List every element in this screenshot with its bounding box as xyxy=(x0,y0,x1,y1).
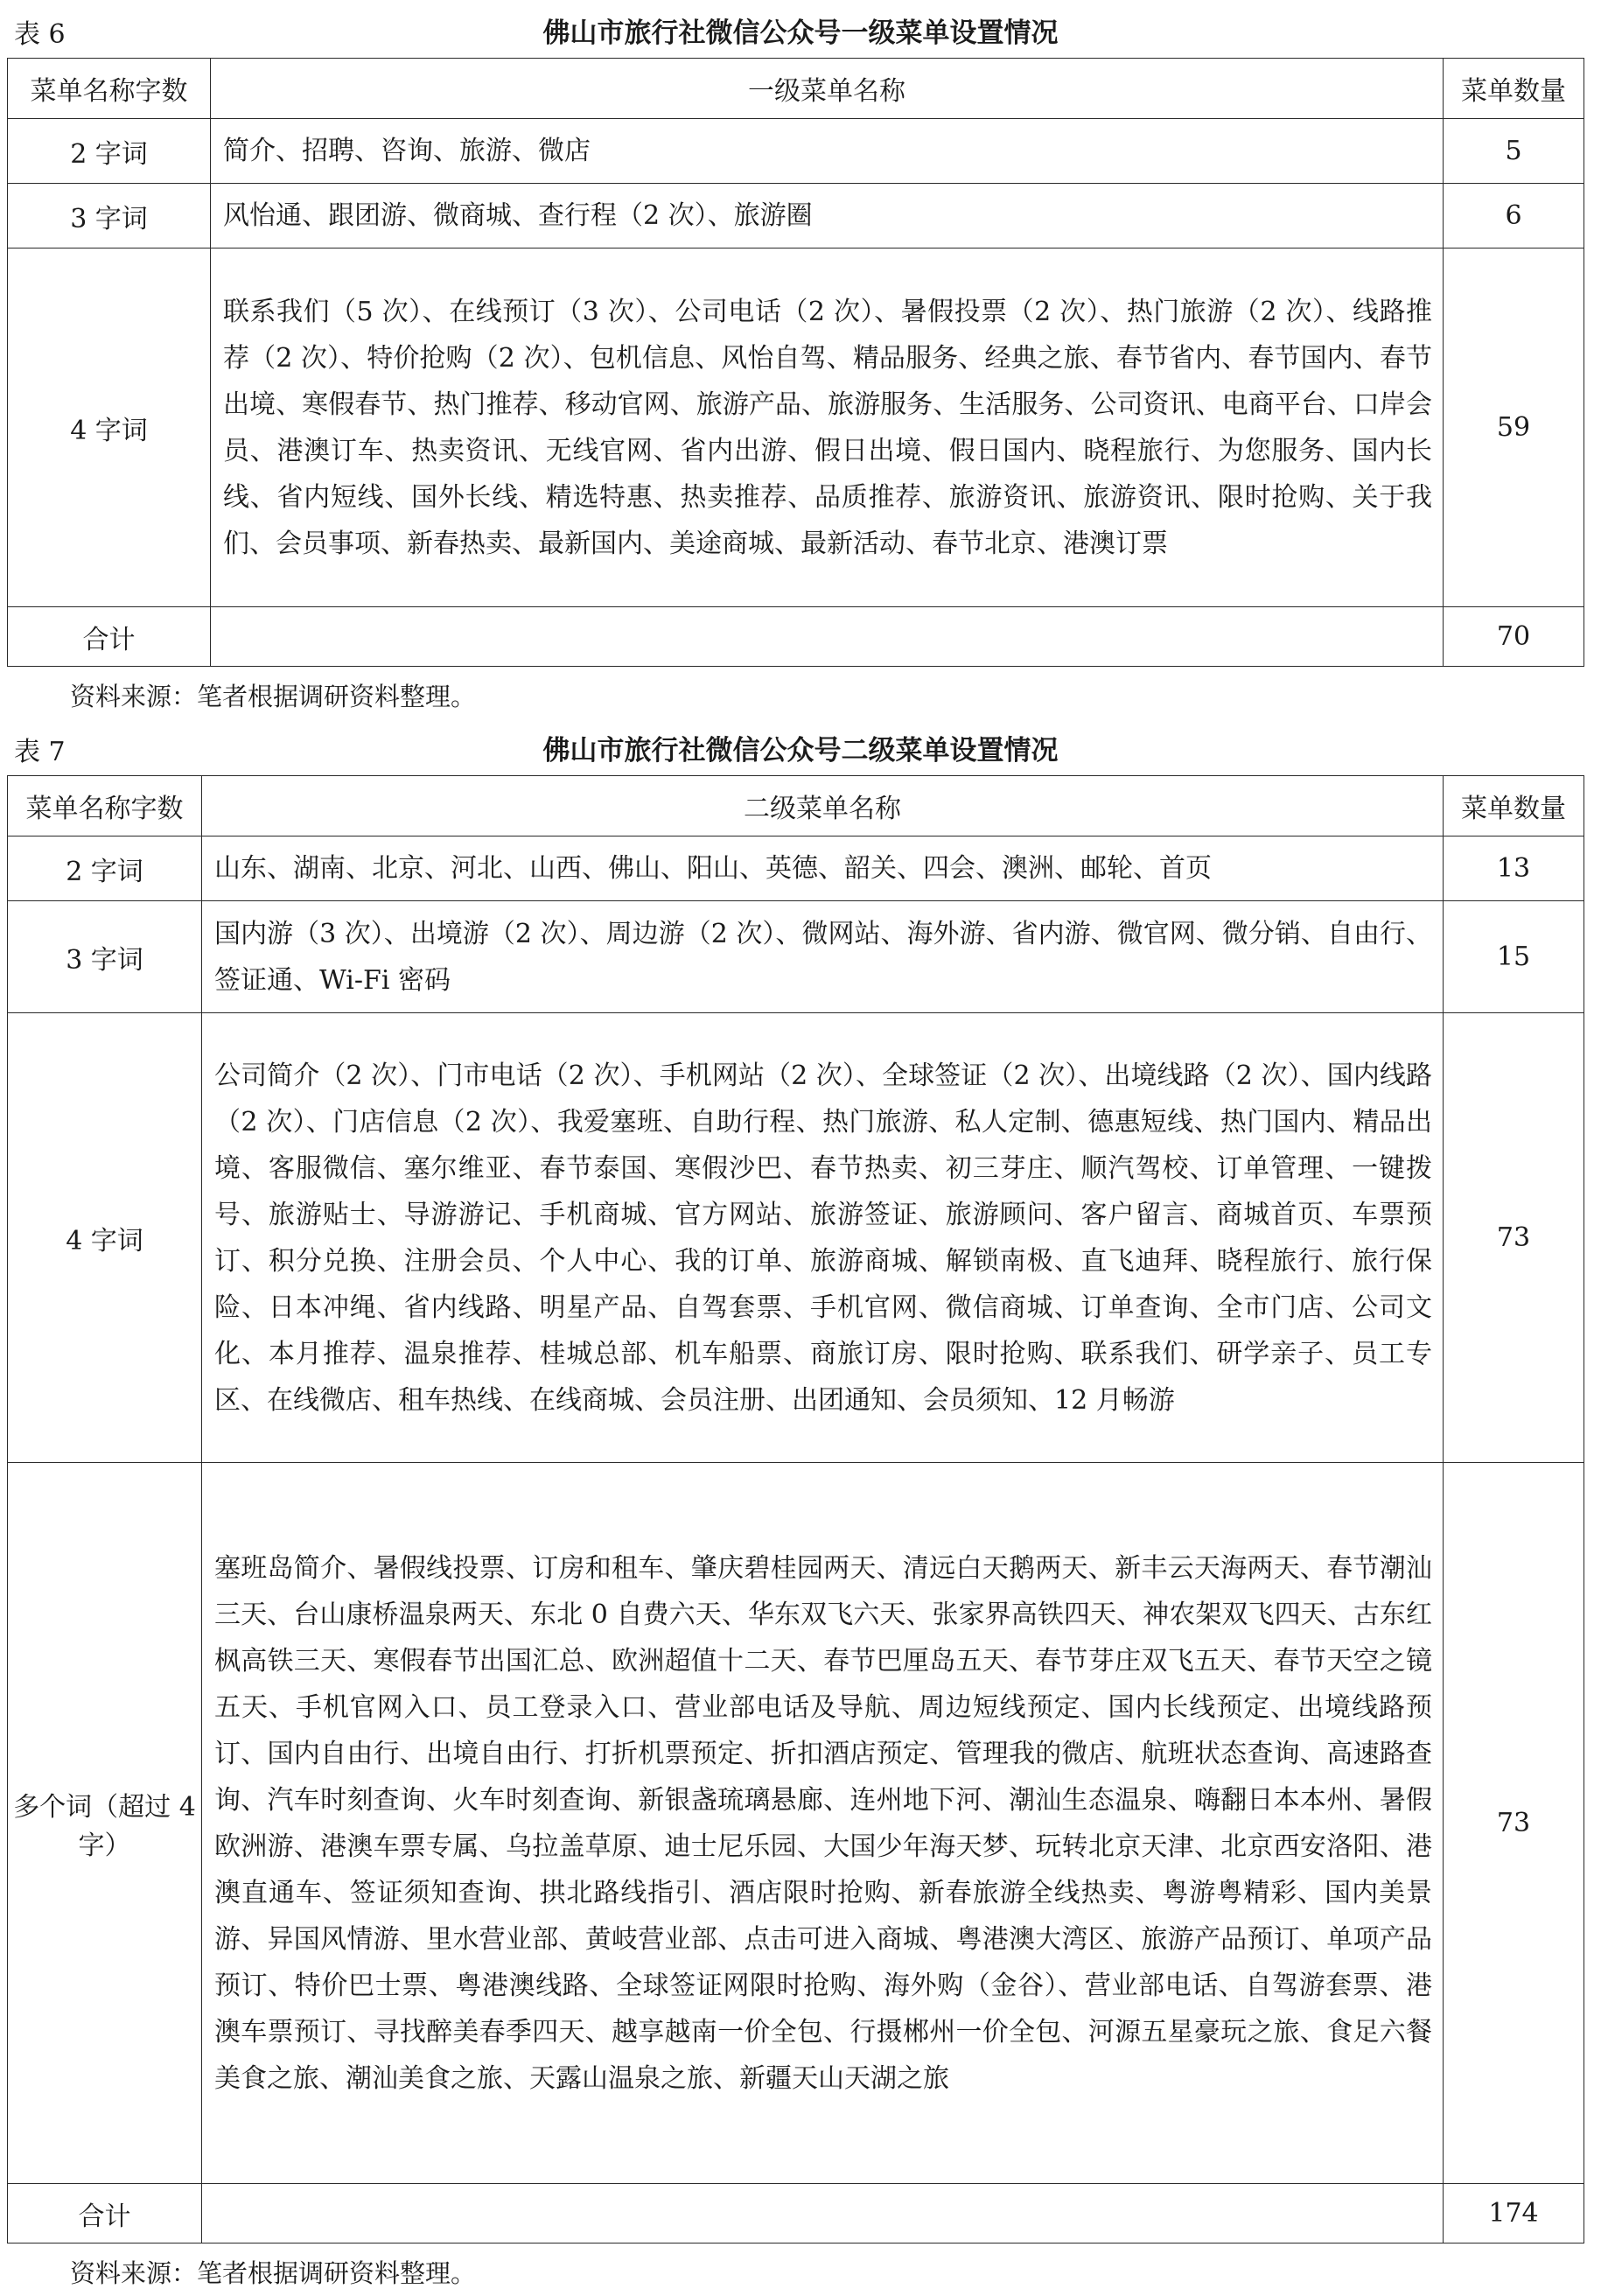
header-count: 菜单数量 xyxy=(1444,59,1584,119)
table-6-caption xyxy=(0,0,1601,58)
row-count: 13 xyxy=(1444,836,1584,901)
table-row xyxy=(8,248,1584,607)
row-names xyxy=(211,607,1444,667)
row-names: 风怡通、跟团游、微商城、查行程（2 次）、旅游圈 xyxy=(211,184,1444,248)
table-row xyxy=(8,901,1584,1013)
table-total-row xyxy=(8,2184,1584,2244)
table-7-title: 佛山市旅行社微信公众号二级菜单设置情况 xyxy=(542,735,1059,766)
table-total-row xyxy=(8,607,1584,667)
row-count: 70 xyxy=(1444,607,1584,667)
header-names: 二级菜单名称 xyxy=(202,776,1444,836)
row-word-count: 4 字词 xyxy=(8,248,211,607)
row-count: 59 xyxy=(1444,248,1584,607)
row-word-count: 4 字词 xyxy=(8,1013,202,1463)
header-word-count: 菜单名称字数 xyxy=(8,776,202,836)
table-row xyxy=(8,1463,1584,2184)
row-count: 73 xyxy=(1444,1013,1584,1463)
table-6-block xyxy=(0,0,1601,719)
header-count: 菜单数量 xyxy=(1444,776,1584,836)
table-row xyxy=(8,119,1584,184)
row-word-count: 合计 xyxy=(8,2184,202,2244)
header-word-count: 菜单名称字数 xyxy=(8,59,211,119)
row-word-count: 3 字词 xyxy=(8,184,211,248)
header-names: 一级菜单名称 xyxy=(211,59,1444,119)
row-count: 73 xyxy=(1444,1463,1584,2184)
row-count: 6 xyxy=(1444,184,1584,248)
table-header-row xyxy=(8,776,1584,836)
table-header-row xyxy=(8,59,1584,119)
table-row xyxy=(8,1013,1584,1463)
row-count: 174 xyxy=(1444,2184,1584,2244)
table-7 xyxy=(7,775,1584,2244)
table-row xyxy=(8,184,1584,248)
source-note: 资料来源：笔者根据调研资料整理。 xyxy=(70,2258,477,2288)
source-note: 资料来源：笔者根据调研资料整理。 xyxy=(70,682,477,711)
row-names: 国内游（3 次）、出境游（2 次）、周边游（2 次）、微网站、海外游、省内游、微官网、微分销、自由行、签证通、Wi-Fi 密码 xyxy=(202,901,1444,1013)
table-row xyxy=(8,836,1584,901)
row-names: 简介、招聘、咨询、旅游、微店 xyxy=(211,119,1444,184)
table-6-label: 表 6 xyxy=(14,19,66,50)
row-word-count: 3 字词 xyxy=(8,901,202,1013)
table-7-source xyxy=(0,2244,1601,2296)
table-6 xyxy=(7,58,1584,667)
table-7-block xyxy=(0,718,1601,2296)
table-6-title: 佛山市旅行社微信公众号一级菜单设置情况 xyxy=(542,18,1059,49)
row-names xyxy=(202,2184,1444,2244)
row-count: 5 xyxy=(1444,119,1584,184)
row-count: 15 xyxy=(1444,901,1584,1013)
table-6-source xyxy=(0,667,1601,719)
table-7-caption xyxy=(0,718,1601,775)
row-word-count: 2 字词 xyxy=(8,836,202,901)
row-word-count: 多个词（超过 4 字） xyxy=(8,1463,202,2184)
row-names: 公司简介（2 次）、门市电话（2 次）、手机网站（2 次）、全球签证（2 次）、出境线路（2 次）、国内线路（2 次）、门店信息（2 次）、我爱塞班、自助行程、热门旅游、私人定制、德惠短线、热门国内、精品出境、客服微信、塞尔维亚、春节泰国、寒假沙巴、春节热卖、初三芽庄、顺汽驾校、订单管理、一键拨号、旅游贴士、导游游记、手机商城、官方网站、旅游签证、旅游顾问、客户留言、商城首页、车票预订、积分兑换、注册会员、个人中心、我的订单、旅游商城、解锁南极、直飞迪拜、晓程旅行、旅行保险、日本冲绳、省内线路、明星产品、自驾套票、手机官网、微信商城、订单查询、全市门店、公司文化、本月推荐、温泉推荐、桂城总部、机车船票、商旅订房、限时抢购、联系我们、研学亲子、员工专区、在线微店、租车热线、在线商城、会员注册、出团通知、会员须知、12 月畅游 xyxy=(202,1013,1444,1463)
row-names: 联系我们（5 次）、在线预订（3 次）、公司电话（2 次）、暑假投票（2 次）、热门旅游（2 次）、线路推荐（2 次）、特价抢购（2 次）、包机信息、风怡自驾、精品服务、经典之旅、春节省内、春节国内、春节出境、寒假春节、热门推荐、移动官网、旅游产品、旅游服务、生活服务、公司资讯、电商平台、口岸会员、港澳订车、热卖资讯、无线官网、省内出游、假日出境、假日国内、晓程旅行、为您服务、国内长线、省内短线、国外长线、精选特惠、热卖推荐、品质推荐、旅游资讯、旅游资讯、限时抢购、关于我们、会员事项、新春热卖、最新国内、美途商城、最新活动、春节北京、港澳订票 xyxy=(211,248,1444,607)
table-7-label: 表 7 xyxy=(14,737,66,767)
row-word-count: 2 字词 xyxy=(8,119,211,184)
row-names: 山东、湖南、北京、河北、山西、佛山、阳山、英德、韶关、四会、澳洲、邮轮、首页 xyxy=(202,836,1444,901)
row-word-count: 合计 xyxy=(8,607,211,667)
row-names: 塞班岛简介、暑假线投票、订房和租车、肇庆碧桂园两天、清远白天鹅两天、新丰云天海两天、春节潮汕三天、台山康桥温泉两天、东北 0 自费六天、华东双飞六天、张家界高铁四天、神农架双飞四天、古东红枫高铁三天、寒假春节出国汇总、欧洲超值十二天、春节巴厘岛五天、春节芽庄双飞五天、春节天空之镜五天、手机官网入口、员工登录入口、营业部电话及导航、周边短线预定、国内长线预定、出境线路预订、国内自由行、出境自由行、打折机票预定、折扣酒店预定、管理我的微店、航班状态查询、高速路查询、汽车时刻查询、火车时刻查询、新银盏琉璃悬廊、连州地下河、潮汕生态温泉、嗨翻日本本州、暑假欧洲游、港澳车票专属、乌拉盖草原、迪士尼乐园、大国少年海天梦、玩转北京天津、北京西安洛阳、港澳直通车、签证须知查询、拱北路线指引、酒店限时抢购、新春旅游全线热卖、粤游粤精彩、国内美景游、异国风情游、里水营业部、黄岐营业部、点击可进入商城、粤港澳大湾区、旅游产品预订、单项产品预订、特价巴士票、粤港澳线路、全球签证网限时抢购、海外购（金谷）、营业部电话、自驾游套票、港澳车票预订、寻找醉美春季四天、越享越南一价全包、行摄郴州一价全包、河源五星豪玩之旅、食足六餐美食之旅、潮汕美食之旅、天露山温泉之旅、新疆天山天湖之旅 xyxy=(202,1463,1444,2184)
